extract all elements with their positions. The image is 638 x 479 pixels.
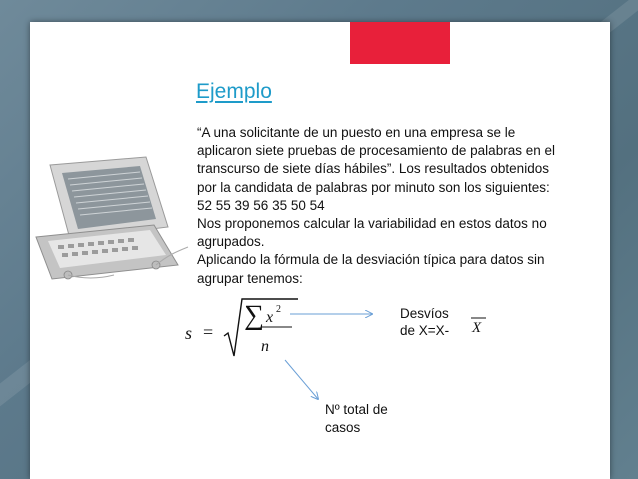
mean-symbol: X [472, 320, 482, 336]
deviation-label-line2: de X=X- [400, 323, 450, 338]
arrow-to-total-cases [285, 360, 318, 399]
slide-title: Ejemplo [196, 80, 272, 103]
total-cases-label-line2: casos [325, 420, 361, 435]
summation-sign: ∑ [244, 300, 264, 331]
deviation-label-line1: Desvíos [400, 306, 449, 321]
formula-equals: = [203, 322, 214, 342]
formula-lhs: s [185, 323, 193, 343]
total-cases-label-line1: Nº total de [325, 402, 388, 417]
formula-numerator: x [266, 309, 274, 326]
formula-denominator: n [261, 338, 269, 355]
formula-exponent: 2 [276, 304, 281, 315]
problem-statement: “A una solicitante de un puesto en una empresa se le aplicaron siete pruebas de procesamiento de palabras en el transcurso de siete días hábiles”. Los resultados obtenidos por la candidata de palabras por minuto son los siguientes: 52 55 39 56 35 50 54 Nos proponemos calcular la variabilidad en estos datos no agrupados. Aplicando la fórmula de la desviación típica para datos sin agrupar tenemos: [197, 125, 555, 286]
